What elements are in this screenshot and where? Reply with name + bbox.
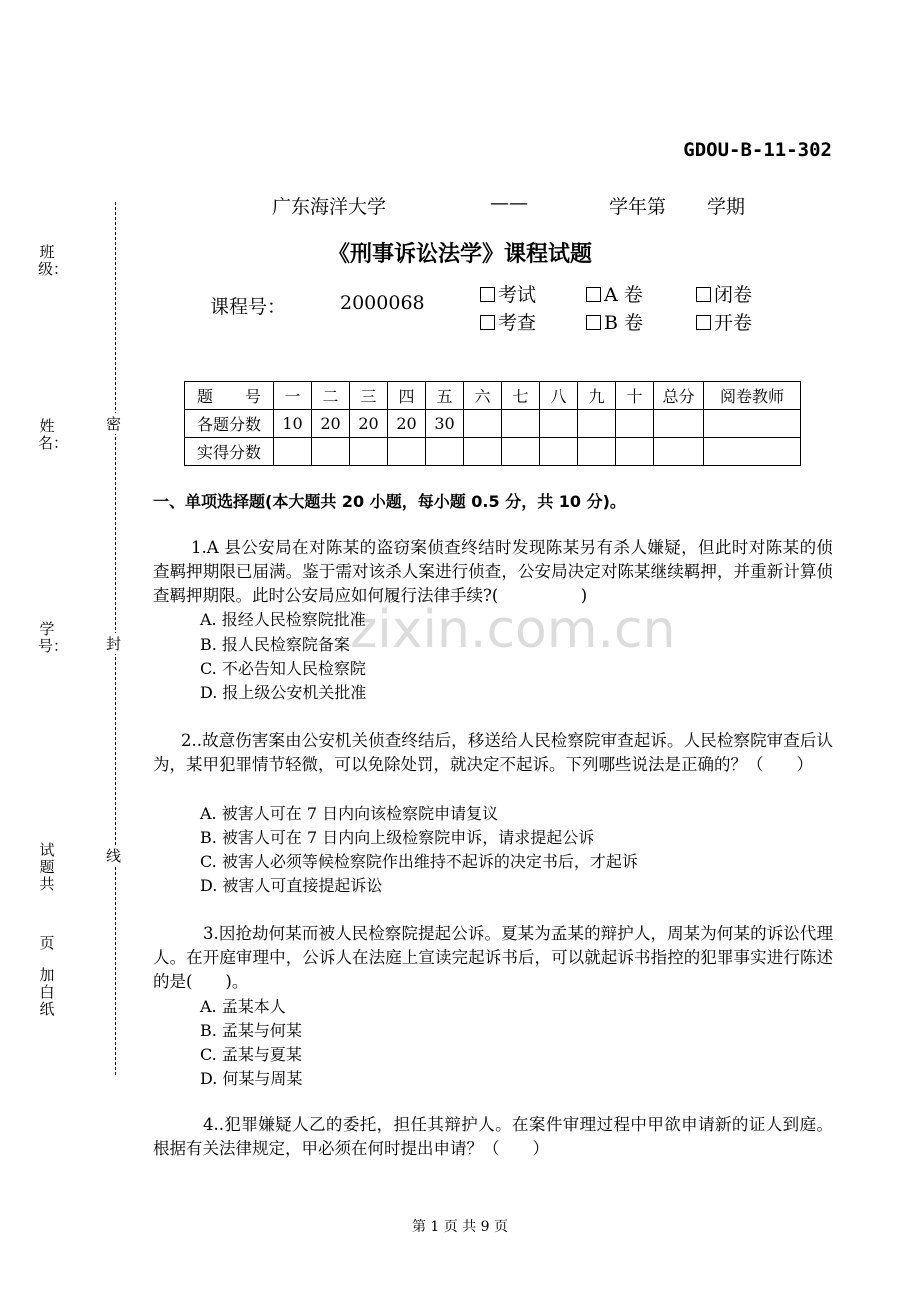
table-cell[interactable] [654, 410, 704, 438]
side-label-class: 班级： [38, 243, 69, 278]
side-label-name: 姓名： [38, 417, 69, 452]
table-header-cell: 总分 [654, 382, 704, 410]
question-3-option-a[interactable]: A. 孟某本人 [200, 997, 286, 1016]
checkbox-icon [480, 315, 495, 330]
table-cell[interactable] [464, 410, 502, 438]
table-cell: 20 [388, 410, 426, 438]
score-table [184, 381, 801, 466]
table-cell[interactable] [502, 410, 540, 438]
table-header-cell: 十 [616, 382, 654, 410]
checkbox-paper-a[interactable] [586, 280, 643, 307]
checkbox-icon [586, 287, 601, 302]
table-header-cell: 五 [426, 382, 464, 410]
checkbox-paper-a-label: A 卷 [604, 284, 643, 306]
checkbox-exam[interactable] [480, 280, 536, 307]
checkbox-icon [696, 287, 711, 302]
question-1-text: 1.A 县公安局在对陈某的盗窃案侦查终结时发现陈某另有杀人嫌疑，但此时对陈某的侦查羁押期限已届满。鉴于需对该杀人案进行侦查，公安局决定对陈某继续羁押，并重新计算侦查羁押期限。此时公安局应如何履行法律手续?( ) [153, 538, 833, 605]
table-cell[interactable] [540, 438, 578, 466]
table-cell[interactable] [616, 438, 654, 466]
exam-title: 《刑事诉讼法学》课程试题 [327, 241, 592, 267]
checkbox-check[interactable] [480, 308, 536, 335]
table-header-cell: 四 [388, 382, 426, 410]
question-2-option-d[interactable]: D. 被害人可直接提起诉讼 [200, 876, 383, 895]
section-heading: 一、单项选择题(本大题共 20 小题，每小题 0.5 分，共 10 分)。 [153, 492, 626, 511]
side-label-extra: 加白纸 [39, 966, 55, 1018]
table-cell[interactable] [464, 438, 502, 466]
question-2-option-b[interactable]: B. 被害人可在 7 日内向上级检察院申诉，请求提起公诉 [200, 828, 595, 847]
table-cell[interactable] [426, 438, 464, 466]
table-cell[interactable] [704, 410, 801, 438]
checkbox-icon [696, 315, 711, 330]
question-2-option-c[interactable]: C. 被害人必须等候检察院作出维持不起诉的决定书后，才起诉 [200, 852, 638, 871]
table-header-cell: 题 号 [185, 382, 274, 410]
table-header-cell: 六 [464, 382, 502, 410]
watermark: zixin.com.cn [350, 600, 676, 660]
question-1-option-b[interactable]: B. 报人民检察院备案 [200, 635, 350, 654]
seal-char-feng: 封 [106, 635, 122, 653]
table-cell[interactable] [704, 438, 801, 466]
table-cell[interactable] [540, 410, 578, 438]
checkbox-check-label: 考查 [498, 312, 537, 334]
checkbox-paper-b-label: B 卷 [604, 312, 644, 334]
table-cell[interactable] [654, 438, 704, 466]
table-cell[interactable] [502, 438, 540, 466]
table-header-cell: 三 [350, 382, 388, 410]
course-number: 2000068 [340, 292, 425, 314]
term-label: 学期 [707, 196, 746, 218]
seal-char-xian: 线 [106, 847, 122, 865]
table-cell: 20 [350, 410, 388, 438]
question-3-option-c[interactable]: C. 孟某与夏某 [200, 1045, 302, 1064]
table-cell[interactable] [350, 438, 388, 466]
year-dash: —— [490, 192, 528, 214]
side-label-total: 试题共 [39, 841, 55, 893]
side-label-student-id: 学号： [38, 620, 69, 655]
table-cell[interactable] [388, 438, 426, 466]
question-1-option-d[interactable]: D. 报上级公安机关批准 [200, 683, 367, 702]
school-year-label: 学年第 [609, 196, 667, 218]
checkbox-icon [480, 287, 495, 302]
table-header-cell: 八 [540, 382, 578, 410]
table-cell[interactable] [274, 438, 312, 466]
question-2-text: 2..故意伤害案由公安机关侦查终结后，移送给人民检察院审查起诉。人民检察院审查后认为，某甲犯罪情节轻微，可以免除处罚，就决定不起诉。下列哪些说法是正确的？（ ） [153, 731, 833, 774]
question-1-option-c[interactable]: C. 不必告知人民检察院 [200, 659, 366, 678]
table-cell: 各题分数 [185, 410, 274, 438]
table-header-cell: 一 [274, 382, 312, 410]
question-3-option-b[interactable]: B. 孟某与何某 [200, 1021, 302, 1040]
checkbox-closed-label: 闭卷 [714, 284, 753, 306]
university-name: 广东海洋大学 [272, 196, 387, 218]
checkbox-open-book[interactable] [696, 308, 752, 335]
question-4-text: 4..犯罪嫌疑人乙的委托，担任其辩护人。在案件审理过程中甲欲申请新的证人到庭。根据有关法律规定，甲必须在何时提出申请？（ ） [153, 1115, 833, 1158]
table-cell: 实得分数 [185, 438, 274, 466]
table-header-cell: 二 [312, 382, 350, 410]
question-1-option-a[interactable]: A. 报经人民检察院批准 [200, 610, 366, 629]
checkbox-open-label: 开卷 [714, 312, 753, 334]
table-header-cell: 七 [502, 382, 540, 410]
table-row [185, 410, 801, 438]
table-row [185, 382, 801, 410]
table-cell[interactable] [578, 410, 616, 438]
table-cell: 10 [274, 410, 312, 438]
checkbox-closed-book[interactable] [696, 280, 752, 307]
table-cell: 30 [426, 410, 464, 438]
question-3-text: 3.因抢劫何某而被人民检察院提起公诉。夏某为孟某的辩护人，周某为何某的诉讼代理人。在开庭审理中，公诉人在法庭上宣读完起诉书后，可以就起诉书指控的犯罪事实进行陈述的是( )。 [153, 924, 833, 991]
table-cell[interactable] [312, 438, 350, 466]
table-cell[interactable] [578, 438, 616, 466]
table-cell[interactable] [616, 410, 654, 438]
table-cell: 20 [312, 410, 350, 438]
checkbox-exam-label: 考试 [498, 284, 537, 306]
course-number-label: 课程号： [210, 296, 287, 318]
table-header-cell: 九 [578, 382, 616, 410]
checkbox-paper-b[interactable] [586, 308, 643, 335]
document-code: GDOU-B-11-302 [683, 139, 832, 161]
page-footer: 第 1 页 共 9 页 [411, 1219, 509, 1235]
table-header-cell: 阅卷教师 [704, 382, 801, 410]
question-3-option-d[interactable]: D. 何某与周某 [200, 1069, 303, 1088]
checkbox-icon [586, 315, 601, 330]
question-2-option-a[interactable]: A. 被害人可在 7 日内向该检察院申请复议 [200, 804, 499, 823]
side-label-page: 页 [39, 934, 55, 952]
table-row [185, 438, 801, 466]
seal-char-mi: 密 [106, 415, 122, 433]
